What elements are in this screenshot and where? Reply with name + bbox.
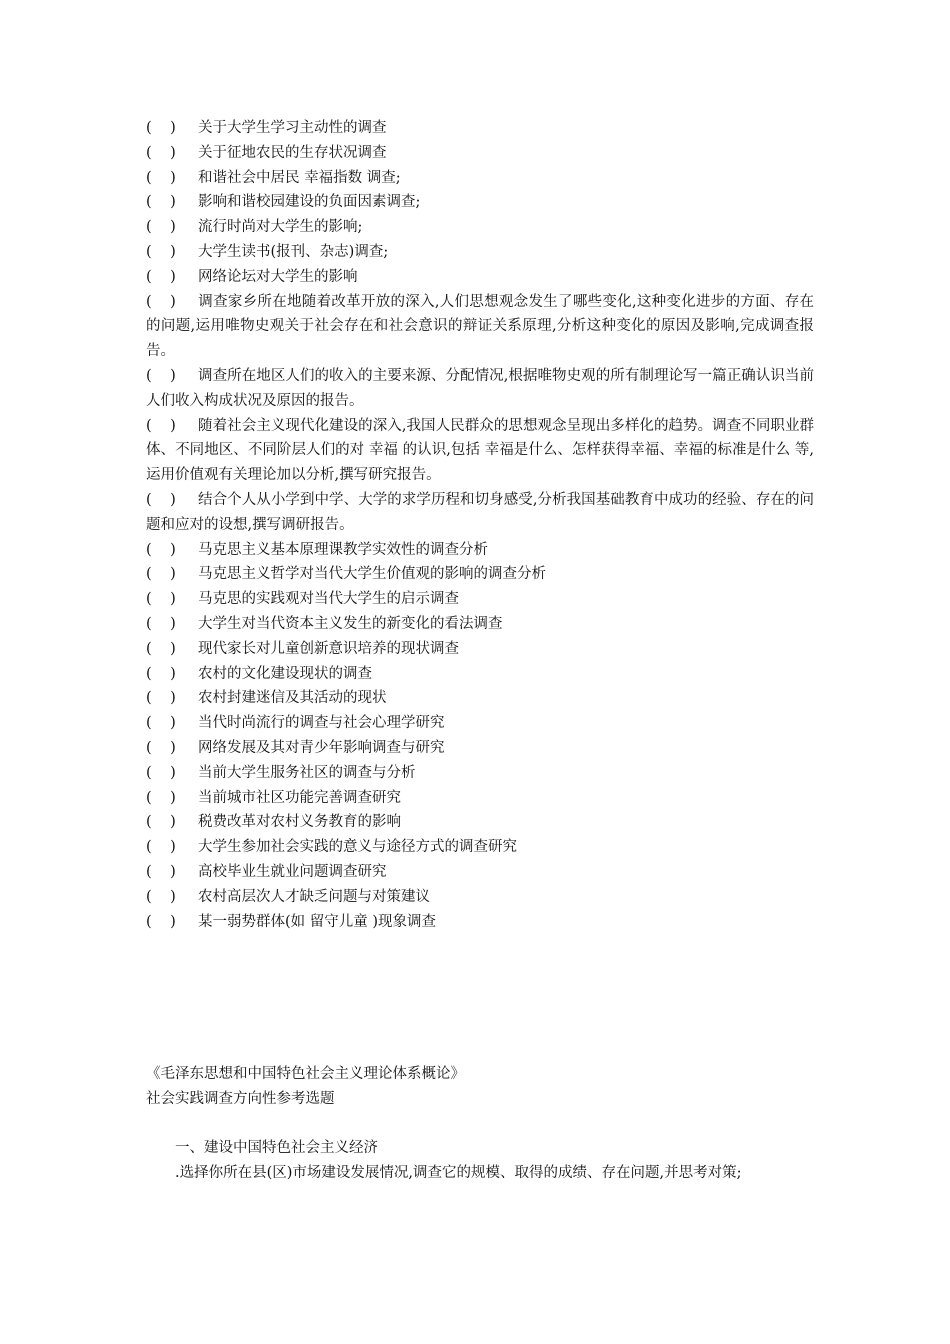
topic-item (146, 686, 814, 711)
topic-text: 调查家乡所在地随着改革开放的深入,人们思想观念发生了哪些变化,这种变化进步的方面、存在的问题,运用唯物史观关于社会存在和社会意识的辩证关系原理,分析这种变化的原因及影响,完成调查报告。 (146, 293, 814, 360)
topic-text: 网络论坛对大学生的影响 (198, 268, 358, 285)
checkbox-parentheses: ( ) (146, 367, 176, 384)
checkbox-parentheses: ( ) (146, 144, 176, 161)
topic-item (146, 761, 814, 786)
checkbox-parentheses: ( ) (146, 789, 176, 806)
checkbox-parentheses: ( ) (146, 814, 176, 831)
topic-text: 马克思的实践观对当代大学生的启示调查 (198, 591, 459, 608)
topic-item (146, 562, 814, 587)
topic-text: 关于大学生学习主动性的调查 (198, 120, 387, 136)
checkbox-parentheses: ( ) (146, 715, 176, 732)
checkbox-parentheses: ( ) (146, 541, 176, 558)
topic-text: 当代时尚流行的调查与社会心理学研究 (198, 715, 445, 732)
checkbox-parentheses: ( ) (146, 640, 176, 657)
topic-item (146, 240, 814, 265)
topic-item (146, 215, 814, 240)
topic-item (146, 910, 814, 935)
checkbox-parentheses: ( ) (146, 690, 176, 707)
topic-item (146, 364, 814, 414)
topic-text: 现代家长对儿童创新意识培养的现状调查 (198, 640, 459, 657)
checkbox-parentheses: ( ) (146, 169, 176, 186)
checkbox-parentheses: ( ) (146, 615, 176, 632)
checkbox-parentheses: ( ) (146, 491, 176, 508)
checkbox-parentheses: ( ) (146, 739, 176, 756)
checkbox-parentheses: ( ) (146, 219, 176, 236)
topic-item (146, 835, 814, 860)
checkbox-parentheses: ( ) (146, 566, 176, 583)
topic-text: 马克思主义哲学对当代大学生价值观的影响的调查分析 (198, 566, 546, 583)
topic-item (146, 711, 814, 736)
topic-item (146, 488, 814, 538)
topic-item (146, 116, 814, 141)
topic-item (146, 637, 814, 662)
checkbox-parentheses: ( ) (146, 863, 176, 880)
topic-text: 调查所在地区人们的收入的主要来源、分配情况,根据唯物史观的所有制理论写一篇正确认识当前人们收入构成状况及原因的报告。 (146, 367, 814, 409)
topic-text: 农村高层次人才缺乏问题与对策建议 (198, 888, 430, 905)
topic-item (146, 860, 814, 885)
course-section (146, 1062, 814, 1186)
topic-item (146, 414, 814, 488)
topic-text: 随着社会主义现代化建设的深入,我国人民群众的思想观念呈现出多样化的趋势。调查不同职业群体、不同地区、不同阶层人们的对 幸福 的认识,包括 幸福是什么、怎样获得幸福、幸福的标准是什么 等,运用价值观有关理论加以分析,撰写研究报告。 (146, 417, 814, 484)
checkbox-parentheses: ( ) (146, 417, 176, 434)
topic-item (146, 885, 814, 910)
topic-text: 农村的文化建设现状的调查 (198, 665, 372, 682)
topic-item (146, 290, 814, 364)
topic-item (146, 662, 814, 687)
topic-text: 结合个人从小学到中学、大学的求学历程和切身感受,分析我国基础教育中成功的经验、存在的问题和应对的设想,撰写调研报告。 (146, 491, 814, 533)
topic-text: 网络发展及其对青少年影响调查与研究 (198, 739, 445, 756)
checkbox-parentheses: ( ) (146, 888, 176, 905)
topic-text: 和谐社会中居民 幸福指数 调查; (198, 169, 401, 186)
topic-text: 高校毕业生就业问题调查研究 (198, 863, 387, 880)
checkbox-parentheses: ( ) (146, 764, 176, 781)
course-title: 《毛泽东思想和中国特色社会主义理论体系概论》 (146, 1066, 465, 1082)
topic-item (146, 810, 814, 835)
checkbox-parentheses: ( ) (146, 268, 176, 285)
topic-text: 某一弱势群体(如 留守儿童 )现象调查 (198, 913, 437, 930)
topic-text: 马克思主义基本原理课教学实效性的调查分析 (198, 541, 488, 558)
topic-item (146, 786, 814, 811)
topic-text: 税费改革对农村义务教育的影响 (198, 814, 401, 831)
checkbox-parentheses: ( ) (146, 591, 176, 608)
topic-text: 当前城市社区功能完善调查研究 (198, 789, 401, 806)
checkbox-parentheses: ( ) (146, 913, 176, 930)
topic-item (146, 141, 814, 166)
section-item: .选择你所在县(区)市场建设发展情况,调查它的规模、取得的成绩、存在问题,并思考对策; (175, 1165, 742, 1182)
topic-item (146, 612, 814, 637)
topic-text: 影响和谐校园建设的负面因素调查; (198, 194, 421, 211)
checkbox-parentheses: ( ) (146, 120, 176, 136)
topic-item (146, 190, 814, 215)
topic-item (146, 587, 814, 612)
topic-item (146, 538, 814, 563)
topic-text: 流行时尚对大学生的影响; (198, 219, 363, 236)
topic-text: 当前大学生服务社区的调查与分析 (198, 764, 416, 781)
topic-text: 大学生对当代资本主义发生的新变化的看法调查 (198, 615, 503, 632)
checkbox-parentheses: ( ) (146, 243, 176, 260)
topic-text: 大学生参加社会实践的意义与途径方式的调查研究 (198, 839, 517, 856)
topic-item (146, 166, 814, 191)
topic-list (146, 116, 814, 934)
checkbox-parentheses: ( ) (146, 665, 176, 682)
checkbox-parentheses: ( ) (146, 839, 176, 856)
section-heading: 一、建设中国特色社会主义经济 (175, 1140, 378, 1157)
topic-text: 关于征地农民的生存状况调查 (198, 144, 387, 161)
checkbox-parentheses: ( ) (146, 194, 176, 211)
topic-item (146, 736, 814, 761)
topic-text: 农村封建迷信及其活动的现状 (198, 690, 387, 707)
section-subtitle: 社会实践调查方向性参考选题 (146, 1090, 335, 1107)
topic-item (146, 265, 814, 290)
checkbox-parentheses: ( ) (146, 293, 176, 310)
topic-text: 大学生读书(报刊、杂志)调查; (198, 243, 389, 260)
